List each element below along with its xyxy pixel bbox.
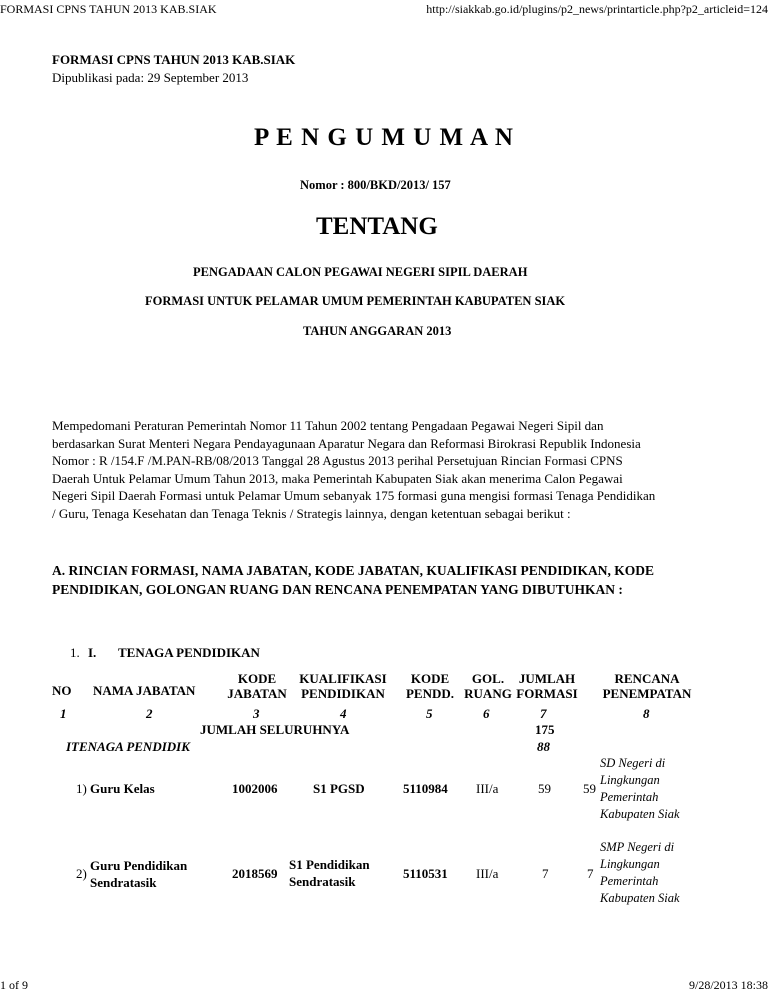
intro-line: Nomor : R /154.F /M.PAN-RB/08/2013 Tanggal 28 Agustus 2013 perihal Persetujuan Rincian Formasi CPNS [52,453,623,468]
row-rencana-penempatan [600,839,680,907]
announcement-number: Nomor : 800/BKD/2013/ 157 [300,178,451,192]
col-header-kualifikasi [292,671,394,701]
col-header-kode-jabatan-line2: JABATAN [227,686,287,701]
col-header-gol-line2: RUANG [464,686,512,701]
kualifikasi-line: Sendratasik [289,874,356,889]
row-nama-jabatan [90,857,187,891]
row-rencana-penempatan [600,755,680,823]
row-nama-jabatan: Guru Kelas [90,781,155,796]
row-jumlah-duplicate: 59 [583,781,596,796]
print-datetime: 9/28/2013 18:38 [688,978,768,992]
row-gol: III/a [476,866,499,881]
col-header-rencana-line1: RENCANA [614,671,680,686]
placement-line: Kabupaten Siak [600,891,680,905]
intro-line: Mempedomani Peraturan Pemerintah Nomor 11 Tahun 2002 tentang Pengadaan Pegawai Negeri Sipil dan [52,418,604,433]
page-number: 1 of 9 [0,978,28,992]
intro-line: Daerah Untuk Pelamar Umum Tahun 2013, maka Pemerintah Kabupaten Siak akan menerima Calon Pegawai [52,470,623,486]
col-header-jumlah-line2: FORMASI [516,686,578,701]
col-number: 4 [340,706,347,721]
section-a-line: PENDIDIKAN, GOLONGAN RUANG DAN RENCANA PENEMPATAN YANG DIBUTUHKAN : [52,582,623,597]
group-value: 88 [537,739,550,754]
name-line: Sendratasik [90,875,157,890]
col-number: 6 [483,706,490,721]
row-jumlah-duplicate: 7 [587,866,594,881]
col-header-no: NO [52,683,72,698]
intro-line: berdasarkan Surat Menteri Negara Pendayagunaan Aparatur Negara dan Reformasi Birokrasi Republik Indonesia [52,435,641,451]
col-header-jumlah-line1: JUMLAH [518,671,576,686]
total-label: JUMLAH SELURUHNYA [200,722,350,737]
print-header-url: http://siakkab.go.id/plugins/p2_news/printarticle.php?p2_articleid=124 [426,2,768,16]
col-header-kode-pendd-line2: PENDD. [405,686,455,701]
col-header-rencana-line2: PENEMPATAN [602,686,692,701]
row-jumlah: 59 [538,781,551,796]
section-a-heading [52,561,654,599]
col-number: 5 [426,706,433,721]
placement-line: SMP Negeri di [600,840,675,854]
publish-date: Dipublikasi pada: 29 September 2013 [52,70,249,85]
col-number: 3 [253,706,260,721]
announcement-about: TENTANG [316,213,438,240]
col-header-gol-line1: GOL. [471,671,505,686]
group-label: ITENAGA PENDIDIK [66,739,190,754]
row-kualifikasi: S1 PGSD [313,781,365,796]
col-header-kualifikasi-line1: KUALIFIKASI [299,671,387,686]
placement-line: Pemerintah [600,874,659,888]
row-number: 1) [76,781,87,796]
col-header-kode-pendd-line1: KODE [410,671,450,686]
kualifikasi-line: S1 Pendidikan [289,857,370,872]
row-number: 2) [76,866,87,881]
name-line: Guru Pendidikan [90,858,188,873]
row-kode-pendd: 5110531 [403,866,448,881]
subsection-title: TENAGA PENDIDIKAN [118,645,260,660]
col-number: 2 [146,706,153,721]
col-header-kode-pendd [400,671,460,701]
section-a-line: A. RINCIAN FORMASI, NAMA JABATAN, KODE JABATAN, KUALIFIKASI PENDIDIKAN, KODE [52,563,655,578]
intro-line: / Guru, Tenaga Kesehatan dan Tenaga Teknis / Strategis lainnya, dengan ketentuan sebagai berikut : [52,505,571,521]
intro-line: Negeri Sipil Daerah Formasi untuk Pelamar Umum sebanyak 175 formasi guna mengisi formasi Tenaga Pendidikan [52,488,656,503]
row-kode-jabatan: 2018569 [232,866,278,881]
row-kode-pendd: 5110984 [403,781,448,796]
col-header-kode-jabatan [222,671,292,701]
print-header-title: FORMASI CPNS TAHUN 2013 KAB.SIAK [0,2,217,16]
col-header-jumlah [514,671,580,701]
subject-line-2: FORMASI UNTUK PELAMAR UMUM PEMERINTAH KABUPATEN SIAK [145,294,566,308]
placement-line: Lingkungan [600,773,660,787]
row-kualifikasi [289,856,370,890]
col-header-rencana [592,671,702,701]
subsection-roman: I. [88,645,97,660]
total-value: 175 [535,722,555,737]
col-number: 7 [540,706,547,721]
article-title: FORMASI CPNS TAHUN 2013 KAB.SIAK [52,52,296,67]
placement-line: SD Negeri di [600,756,666,770]
announcement-heading: P E N G U M U M A N [254,124,514,151]
col-header-nama-jabatan: NAMA JABATAN [93,683,196,698]
col-number: 8 [643,706,650,721]
subject-line-1: PENGADAAN CALON PEGAWAI NEGERI SIPIL DAERAH [193,265,528,279]
col-number: 1 [60,706,67,721]
placement-line: Lingkungan [600,857,660,871]
row-jumlah: 7 [542,866,549,881]
subsection-list-number: 1. [70,645,80,660]
col-header-kualifikasi-line2: PENDIDIKAN [301,686,385,701]
row-kode-jabatan: 1002006 [232,781,278,796]
col-header-gol [460,671,516,701]
subject-line-3: TAHUN ANGGARAN 2013 [303,324,452,338]
placement-line: Kabupaten Siak [600,807,680,821]
placement-line: Pemerintah [600,790,659,804]
row-gol: III/a [476,781,499,796]
col-header-kode-jabatan-line1: KODE [237,671,277,686]
intro-paragraph [52,417,732,522]
